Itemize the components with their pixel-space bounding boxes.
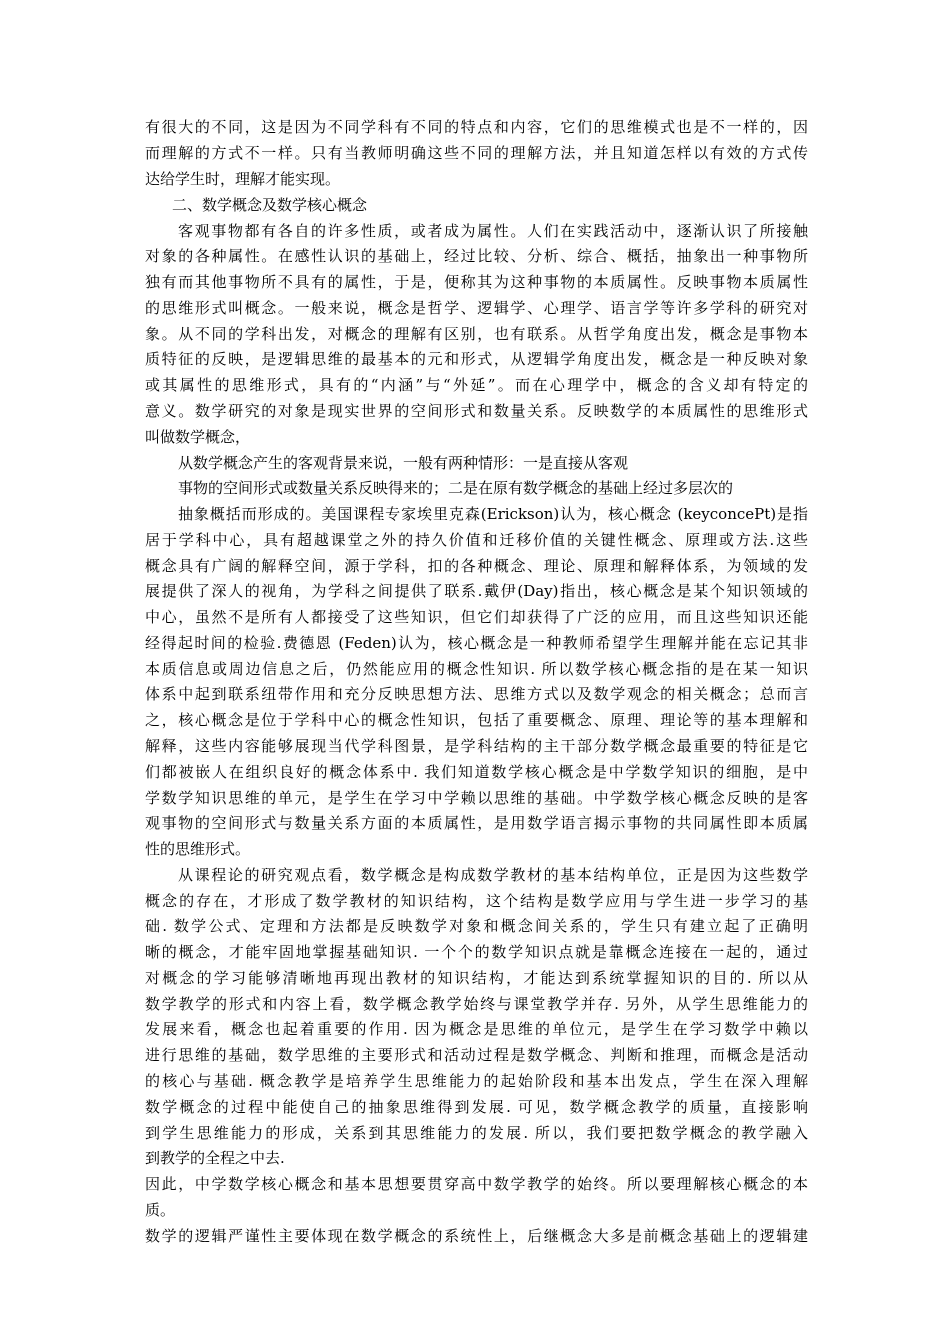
text-line: 数学教学的形式和内容上看，数学概念教学始终与课堂教学并存. 另外，从学生思维能力的 xyxy=(145,995,808,1013)
text-line: 到教学的全程之中去. xyxy=(145,1149,285,1167)
text-line: 事物的空间形式或数量关系反映得来的；二是在原有数学概念的基础上经过多层次的 xyxy=(178,479,734,497)
text-line: 从课程论的研究观点看，数学概念是构成数学教材的基本结构单位，正是因为这些数学 xyxy=(178,866,808,884)
text-line: 对象的各种属性。在感性认识的基础上，经过比较、分析、综合、概括，抽象出一种事物所 xyxy=(145,247,808,265)
text-line: 或其属性的思维形式，具有的“内涵”与“外延”。而在心理学中，概念的含义却有特定的 xyxy=(145,376,808,394)
text-line: 经得起时间的检验.费德恩 (Feden)认为，核心概念是一种教师希望学生理解并能在忘记其非 xyxy=(145,634,808,652)
text-line: 的思维形式叫概念。一般来说，概念是哲学、逻辑学、心理学、语言学等许多学科的研究对 xyxy=(145,299,808,317)
text-line: 质特征的反映，是逻辑思维的最基本的元和形式，从逻辑学角度出发，概念是一种反映对象 xyxy=(145,350,808,368)
text-line: 础. 数学公式、定理和方法都是反映数学对象和概念间关系的，学生只有建立起了正确明 xyxy=(145,917,808,935)
text-line: 因此，中学数学核心概念和基本思想要贯穿高中数学教学的始终。所以要理解核心概念的本 xyxy=(145,1175,808,1193)
text-line: 数学概念的过程中能使自己的抽象思维得到发展. 可见，数学概念教学的质量，直接影响 xyxy=(145,1098,808,1116)
text-line: 质。 xyxy=(145,1201,176,1219)
text-line: 展提供了深人的视角，为学科之间提供了联系.戴伊(Day)指出，核心概念是某个知识领域的 xyxy=(145,582,808,600)
text-line: 而理解的方式不一样。只有当教师明确这些不同的理解方法，并且知道怎样以有效的方式传 xyxy=(145,144,808,162)
text-line: 晰的概念，才能牢固地掌握基础知识. 一个个的数学知识点就是靠概念连接在一起的，通过 xyxy=(145,943,808,961)
text-line: 到学生思维能力的形成，关系到其思维能力的发展. 所以，我们要把数学概念的教学融入 xyxy=(145,1124,808,1142)
text-line: 们都被嵌人在组织良好的概念体系中. 我们知道数学核心概念是中学数学知识的细胞，是中 xyxy=(145,763,808,781)
text-line: 本质信息或周边信息之后，仍然能应用的概念性知识. 所以数学核心概念指的是在某一知识 xyxy=(145,660,808,678)
text-line: 意义。数学研究的对象是现实世界的空间形式和数量关系。反映数学的本质属性的思维形式 xyxy=(145,402,808,420)
section-heading: 二、数学概念及数学核心概念 xyxy=(172,196,368,214)
text-line: 居于学科中心，具有超越课堂之外的持久价值和迁移价值的关键性概念、原理或方法.这些 xyxy=(145,531,808,549)
text-line: 性的思维形式。 xyxy=(145,840,251,858)
text-line: 象。从不同的学科出发，对概念的理解有区别，也有联系。从哲学角度出发，概念是事物本 xyxy=(145,325,808,343)
text-line: 发展来看，概念也起着重要的作用. 因为概念是思维的单位元，是学生在学习数学中赖以 xyxy=(145,1020,808,1038)
text-line: 之，核心概念是位于学科中心的概念性知识，包括了重要概念、原理、理论等的基本理解和 xyxy=(145,711,808,729)
text-line: 的核心与基础. 概念教学是培养学生思维能力的起始阶段和基本出发点，学生在深入理解 xyxy=(145,1072,808,1090)
text-line: 概念具有广阔的解释空间，源于学科，扣的各种概念、理论、原理和解释体系，为领域的发 xyxy=(145,557,808,575)
text-line: 独有而其他事物所不具有的属性，于是，便称其为这种事物的本质属性。反映事物本质属性 xyxy=(145,273,808,291)
text-line: 学数学知识思维的单元，是学生在学习中学赖以思维的基础。中学数学核心概念反映的是客 xyxy=(145,789,808,807)
text-line: 体系中起到联系纽带作用和充分反映思想方法、思维方式以及数学观念的相关概念；总而言 xyxy=(145,685,808,703)
text-line: 对概念的学习能够清晰地再现出教材的知识结构，才能达到系统掌握知识的目的. 所以从 xyxy=(145,969,808,987)
text-line: 观事物的空间形式与数量关系方面的本质属性，是用数学语言揭示事物的共同属性即本质属 xyxy=(145,814,808,832)
text-line: 概念的存在，才形成了数学教材的知识结构，这个结构是数学应用与学生进一步学习的基 xyxy=(145,892,808,910)
text-line: 中心，虽然不是所有人都接受了这些知识，但它们却获得了广泛的应用，而且这些知识还能 xyxy=(145,608,808,626)
text-line: 进行思维的基础，数学思维的主要形式和活动过程是数学概念、判断和推理，而概念是活动 xyxy=(145,1046,808,1064)
text-line: 从数学概念产生的客观背景来说，一般有两种情形：一是直接从客观 xyxy=(178,454,629,472)
text-line: 数学的逻辑严谨性主要体现在数学概念的系统性上，后继概念大多是前概念基础上的逻辑建 xyxy=(145,1227,808,1245)
text-line: 叫做数学概念， xyxy=(145,428,251,446)
text-line: 解释，这些内容能够展现当代学科图景，是学科结构的主干部分数学概念最重要的特征是它 xyxy=(145,737,808,755)
text-line: 达给学生时，理解才能实现。 xyxy=(145,170,341,188)
text-line: 有很大的不同，这是因为不同学科有不同的特点和内容，它们的思维模式也是不一样的，因 xyxy=(145,118,808,136)
text-line: 抽象概括而形成的。美国课程专家埃里克森(Erickson)认为，核心概念 (keyconcePt)是指 xyxy=(178,505,808,523)
text-line: 客观事物都有各自的许多性质，或者成为属性。人们在实践活动中，逐渐认识了所接触 xyxy=(178,222,808,240)
